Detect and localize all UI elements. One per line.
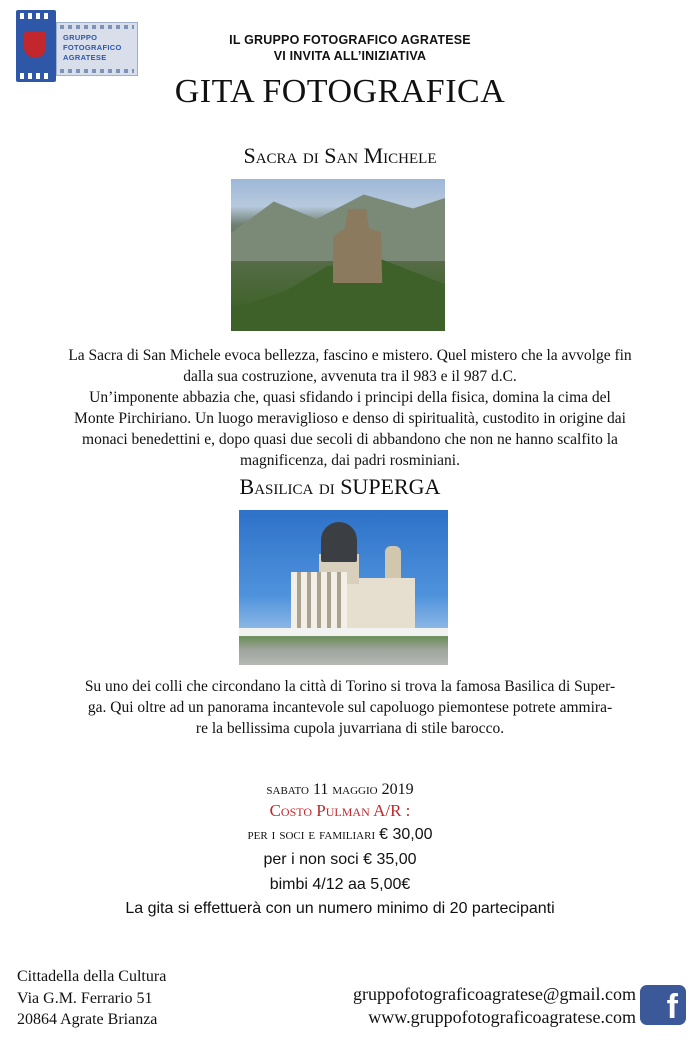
page-title: GITA FOTOGRAFICA xyxy=(174,73,506,110)
address-block xyxy=(17,966,166,1031)
address-line: 20864 Agrate Brianza xyxy=(17,1011,158,1028)
website-link[interactable]: www.gruppofotograficoagratese.com xyxy=(368,1007,636,1027)
price-members-label: per i soci e familiari xyxy=(247,826,376,843)
cost-title: Costo Pulman A/R : xyxy=(269,801,411,820)
sacra-line: Un’imponente abbazia che, quasi sfidando i principi della fisica, domina la cima del xyxy=(89,389,611,406)
superga-line: ga. Qui oltre ad un panorama incantevole sul capoluogo piemontese potrete ammira- xyxy=(87,699,613,716)
superga-photo xyxy=(239,510,448,665)
sacra-line: Monte Pirchiriano. Un luogo meraviglioso e denso di spiritualità, custodito in origine dai xyxy=(74,410,626,427)
sacra-photo xyxy=(231,179,445,331)
sacra-line: magnificenza, dai padri rosminiani. xyxy=(240,452,460,469)
superga-description xyxy=(0,676,700,739)
price-members xyxy=(0,826,680,844)
logo-line-1: GRUPPO xyxy=(63,33,98,42)
contacts-block xyxy=(353,983,636,1029)
header-line-2: VI INVITA ALL’INIZIATIVA xyxy=(273,49,427,63)
sacra-description xyxy=(0,345,700,471)
sacra-line: monaci benedettini e, dopo quasi due secoli di abbandono che non ne hanno scalfito la xyxy=(82,431,618,448)
logo-line-3: AGRATESE xyxy=(63,53,107,62)
facebook-icon[interactable]: f xyxy=(640,985,686,1025)
logo-line-2: FOTOGRAFICO xyxy=(63,43,122,52)
email-link[interactable]: gruppofotograficoagratese@gmail.com xyxy=(353,984,636,1004)
header-line-1: IL GRUPPO FOTOGRAFICO AGRATESE xyxy=(229,33,471,47)
address-line: Cittadella della Cultura xyxy=(17,968,167,985)
superga-line: Su uno dei colli che circondano la città di Torino si trova la famosa Basilica di Super- xyxy=(84,678,616,695)
sacra-line: dalla sua costruzione, avvenuta tra il 983 e il 987 d.C. xyxy=(183,368,517,385)
price-non-members: per i non soci € 35,00 xyxy=(263,851,417,868)
price-members-value: € 30,00 xyxy=(379,826,433,843)
address-line: Via G.M. Ferrario 51 xyxy=(17,989,153,1007)
price-kids: bimbi 4/12 aa 5,00€ xyxy=(269,876,411,893)
trip-date: sabato 11 maggio 2019 xyxy=(266,781,414,798)
superga-line: re la bellissima cupola juvarriana di stile barocco. xyxy=(195,720,505,737)
minimum-participants: La gita si effettuerà con un numero minimo di 20 partecipanti xyxy=(125,900,555,917)
section-title-sacra: Sacra di San Michele xyxy=(243,143,437,168)
section-title-superga: Basilica di SUPERGA xyxy=(239,474,441,499)
sacra-line: La Sacra di San Michele evoca bellezza, fascino e mistero. Quel mistero che la avvolge fin xyxy=(68,347,632,364)
